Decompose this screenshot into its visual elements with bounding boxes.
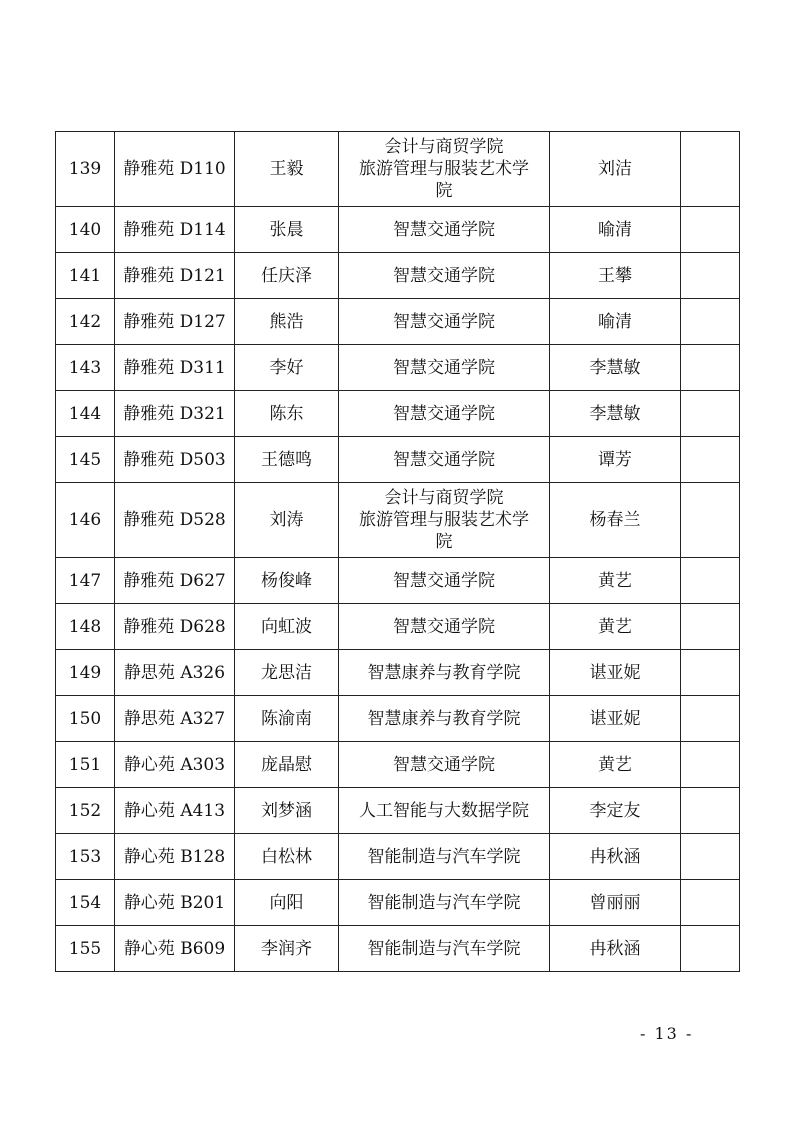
- table-row: [56, 558, 740, 604]
- cell-dorm: 静思苑 A327: [115, 696, 235, 742]
- cell-teacher: 谌亚妮: [550, 650, 681, 696]
- cell-teacher: 黄艺: [550, 742, 681, 788]
- department-line: 智慧交通学院: [393, 311, 495, 332]
- cell-number: 153: [56, 834, 115, 880]
- cell-note: [681, 253, 740, 299]
- cell-number: 147: [56, 558, 115, 604]
- cell-dorm: 静思苑 A326: [115, 650, 235, 696]
- cell-note: [681, 650, 740, 696]
- department-line: 智能制造与汽车学院: [367, 938, 521, 959]
- department-line: 会计与商贸学院: [384, 137, 504, 157]
- table-row: [56, 880, 740, 926]
- cell-name: 张晨: [235, 207, 339, 253]
- department-line: 智慧交通学院: [393, 449, 495, 470]
- cell-note: [681, 132, 740, 207]
- table-row: [56, 207, 740, 253]
- cell-name: 刘涛: [235, 483, 339, 558]
- cell-department: [339, 391, 550, 437]
- cell-note: [681, 834, 740, 880]
- cell-dorm: 静心苑 B128: [115, 834, 235, 880]
- cell-name: 陈东: [235, 391, 339, 437]
- cell-dorm: 静心苑 A413: [115, 788, 235, 834]
- cell-dorm: 静雅苑 D503: [115, 437, 235, 483]
- cell-number: 145: [56, 437, 115, 483]
- cell-dorm: 静雅苑 D110: [115, 132, 235, 207]
- table-row: [56, 345, 740, 391]
- department-line: 智慧交通学院: [393, 403, 495, 424]
- cell-department: [339, 132, 550, 207]
- cell-note: [681, 696, 740, 742]
- table-row: [56, 788, 740, 834]
- department-line: 智慧交通学院: [393, 357, 495, 378]
- cell-department: [339, 299, 550, 345]
- cell-number: 155: [56, 926, 115, 972]
- cell-name: 龙思洁: [235, 650, 339, 696]
- table-row: [56, 437, 740, 483]
- cell-department: [339, 483, 550, 558]
- cell-name: 任庆泽: [235, 253, 339, 299]
- table-row: [56, 834, 740, 880]
- table-row: [56, 483, 740, 558]
- department-line: 智慧交通学院: [393, 616, 495, 637]
- cell-note: [681, 345, 740, 391]
- cell-teacher: 曾丽丽: [550, 880, 681, 926]
- cell-name: 王德鸣: [235, 437, 339, 483]
- cell-note: [681, 788, 740, 834]
- cell-department: [339, 604, 550, 650]
- cell-teacher: 谭芳: [550, 437, 681, 483]
- cell-number: 150: [56, 696, 115, 742]
- cell-number: 149: [56, 650, 115, 696]
- cell-department: [339, 788, 550, 834]
- cell-department: [339, 558, 550, 604]
- cell-teacher: 喻清: [550, 207, 681, 253]
- cell-dorm: 静雅苑 D127: [115, 299, 235, 345]
- cell-teacher: 黄艺: [550, 558, 681, 604]
- cell-note: [681, 742, 740, 788]
- department-line: 智慧康养与教育学院: [367, 662, 521, 683]
- department-line: 智慧交通学院: [393, 265, 495, 286]
- cell-note: [681, 391, 740, 437]
- cell-note: [681, 604, 740, 650]
- cell-teacher: 冉秋涵: [550, 834, 681, 880]
- department-line: 院: [435, 532, 453, 552]
- cell-name: 杨俊峰: [235, 558, 339, 604]
- cell-dorm: 静雅苑 D321: [115, 391, 235, 437]
- cell-note: [681, 926, 740, 972]
- cell-name: 向阳: [235, 880, 339, 926]
- cell-teacher: 李定友: [550, 788, 681, 834]
- cell-department: [339, 926, 550, 972]
- cell-department: [339, 834, 550, 880]
- cell-teacher: 杨春兰: [550, 483, 681, 558]
- department-line: 智能制造与汽车学院: [367, 846, 521, 867]
- cell-dorm: 静雅苑 D528: [115, 483, 235, 558]
- dorm-table: [55, 131, 740, 972]
- table-row: [56, 299, 740, 345]
- cell-name: 李好: [235, 345, 339, 391]
- cell-dorm: 静雅苑 D627: [115, 558, 235, 604]
- cell-dorm: 静心苑 B201: [115, 880, 235, 926]
- cell-dorm: 静雅苑 D628: [115, 604, 235, 650]
- department-line: 会计与商贸学院: [384, 488, 504, 508]
- department-line: 智慧康养与教育学院: [367, 708, 521, 729]
- cell-name: 刘梦涵: [235, 788, 339, 834]
- cell-name: 庞晶慰: [235, 742, 339, 788]
- table-body: [56, 132, 740, 972]
- table-row: [56, 604, 740, 650]
- cell-number: 141: [56, 253, 115, 299]
- table-row: [56, 650, 740, 696]
- cell-number: 142: [56, 299, 115, 345]
- cell-note: [681, 880, 740, 926]
- cell-dorm: 静雅苑 D121: [115, 253, 235, 299]
- cell-department: [339, 650, 550, 696]
- department-line: 智慧交通学院: [393, 754, 495, 775]
- cell-department: [339, 207, 550, 253]
- cell-teacher: 喻清: [550, 299, 681, 345]
- cell-note: [681, 483, 740, 558]
- department-line: 人工智能与大数据学院: [359, 800, 529, 821]
- cell-teacher: 李慧敏: [550, 345, 681, 391]
- cell-number: 151: [56, 742, 115, 788]
- department-line: 旅游管理与服装艺术学: [359, 510, 529, 530]
- cell-number: 143: [56, 345, 115, 391]
- cell-note: [681, 558, 740, 604]
- cell-teacher: 李慧敏: [550, 391, 681, 437]
- cell-name: 李润齐: [235, 926, 339, 972]
- cell-name: 王毅: [235, 132, 339, 207]
- table-row: [56, 391, 740, 437]
- cell-name: 陈渝南: [235, 696, 339, 742]
- department-line: 智慧交通学院: [393, 570, 495, 591]
- cell-number: 140: [56, 207, 115, 253]
- cell-teacher: 王攀: [550, 253, 681, 299]
- cell-teacher: 谌亚妮: [550, 696, 681, 742]
- cell-note: [681, 207, 740, 253]
- cell-dorm: 静心苑 B609: [115, 926, 235, 972]
- cell-department: [339, 696, 550, 742]
- cell-dorm: 静雅苑 D114: [115, 207, 235, 253]
- cell-department: [339, 880, 550, 926]
- cell-name: 熊浩: [235, 299, 339, 345]
- cell-note: [681, 299, 740, 345]
- cell-teacher: 黄艺: [550, 604, 681, 650]
- table-row: [56, 926, 740, 972]
- department-line: 旅游管理与服装艺术学: [359, 159, 529, 179]
- department-line: 智慧交通学院: [393, 219, 495, 240]
- cell-number: 148: [56, 604, 115, 650]
- cell-dorm: 静心苑 A303: [115, 742, 235, 788]
- cell-department: [339, 437, 550, 483]
- cell-number: 152: [56, 788, 115, 834]
- department-line: 智能制造与汽车学院: [367, 892, 521, 913]
- department-line: 院: [435, 181, 453, 201]
- table-row: [56, 253, 740, 299]
- table-row: [56, 696, 740, 742]
- table-row: [56, 742, 740, 788]
- table-row: [56, 132, 740, 207]
- cell-teacher: 冉秋涵: [550, 926, 681, 972]
- cell-number: 144: [56, 391, 115, 437]
- cell-name: 向虹波: [235, 604, 339, 650]
- cell-department: [339, 345, 550, 391]
- cell-dorm: 静雅苑 D311: [115, 345, 235, 391]
- cell-note: [681, 437, 740, 483]
- cell-number: 139: [56, 132, 115, 207]
- cell-teacher: 刘洁: [550, 132, 681, 207]
- cell-department: [339, 253, 550, 299]
- cell-name: 白松林: [235, 834, 339, 880]
- cell-number: 146: [56, 483, 115, 558]
- page-number: - 13 -: [640, 1024, 694, 1043]
- cell-department: [339, 742, 550, 788]
- cell-number: 154: [56, 880, 115, 926]
